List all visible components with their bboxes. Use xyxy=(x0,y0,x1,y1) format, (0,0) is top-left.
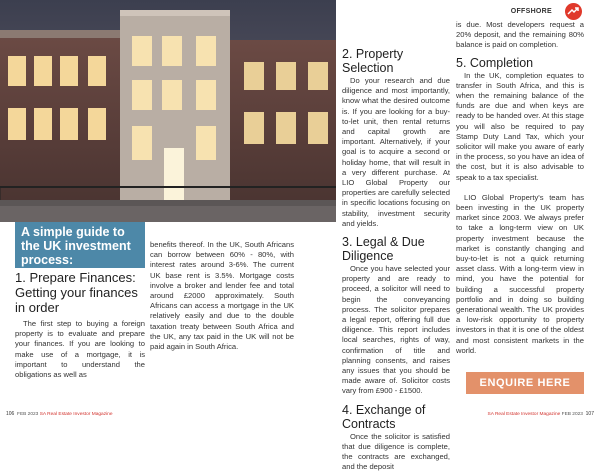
enquire-button[interactable]: ENQUIRE HERE xyxy=(466,372,584,394)
guide-title-box: A simple guide to the UK investment process: xyxy=(15,222,145,268)
right-issue: FEB 2023 xyxy=(561,412,583,417)
left-issue: FEB 2023 xyxy=(17,412,39,417)
left-magazine-name: SA Real Estate Investor Magazine xyxy=(39,412,113,417)
right-page-number: 107 xyxy=(585,411,594,417)
step1-heading: 1. Prepare Finances: Getting your finances in order xyxy=(15,270,138,315)
col2-paragraph: benefits thereof. In the UK, South Africans can borrow between 60% - 80%, with interest rates around 3-6%. The current UK base rent is 3.5%. Mortgage costs involve a broker and lender fee and total around £2000 approximately. South Africans can access a mortgage in the UK relatively easily and due to the double taxation treaty between South Africa and the UK, any tax paid in the UK will not be paid again in South Africa. xyxy=(150,240,294,352)
step5-heading: 5. Completion xyxy=(456,55,534,70)
step1-paragraph: The first step to buying a foreign property is to evaluate and prepare your finances. If you are looking to make use of a mortgage, it is important to understand the obligations as well as xyxy=(15,319,145,380)
building-photo xyxy=(0,0,336,222)
left-page-number: 106 xyxy=(6,411,15,417)
step4-paragraph: Once the solicitor is satisfied that due diligence is complete, the contracts are exchanged, and the deposit xyxy=(342,431,450,472)
step2-paragraph: Do your research and due diligence and most importantly, know what the desired outcome is. If you are looking for a buy-to-let unit, then rental returns and capital growth are important. Alternatively, if your goal is to acquire a second or holiday home, that will result in a very different purchase. At LIO Global Property our properties are carefully selected in specific locations focusing on stability, investment security and yields. xyxy=(342,76,450,228)
column-4 xyxy=(456,20,584,356)
column-2 xyxy=(150,240,294,352)
col4-paragraph: is due. Most developers request a 20% deposit, and the remaining 80% balance is paid on completion. xyxy=(456,20,584,50)
left-footer xyxy=(6,411,113,417)
step2-heading: 2. Property Selection xyxy=(342,47,404,75)
step3-paragraph: Once you have selected your property and are ready to proceed, a solicitor will need to begin the conveyancing process. The solicitor prepares a legal report, offering full due diligence. This report includes local searches, rights of way, confirmation of title and planning consents, and raises any issues that you should be made aware of. Solicitor costs vary from £900 - £1500. xyxy=(342,264,450,396)
step4-heading: 4. Exchange of Contracts xyxy=(342,402,426,431)
column-3 xyxy=(342,47,450,473)
right-footer xyxy=(488,411,595,417)
step5-paragraph: In the UK, completion equates to transfer in South Africa, and this is when the remaining balance of the funds are due and when keys are ready to be handed over. At this stage you will also be required to pay Stamp Duty Land Tax, which your solicitor will make you aware of early in the process, so you have an idea of the cost, but it is also advisable to speak to a tax specialist. xyxy=(456,70,584,182)
right-magazine-name: SA Real Estate Investor Magazine xyxy=(487,412,561,417)
section-label: OFFSHORE xyxy=(510,8,552,15)
step5-closing-paragraph: LIO Global Property's team has been investing in the UK property market since 2003. We always prefer to take a long-term view on UK property investment because the market is constantly changing and buy-to-let is not a quick returning asset class. With a long-term view in mind, you have the potential for building a successful property portfolio and in doing so building generational wealth. The UK provides a low-risk opportunity to property investors in that it is one of the oldest and most consistent markets in the world. xyxy=(456,192,584,355)
step3-heading: 3. Legal & Due Diligence xyxy=(342,235,425,264)
column-1 xyxy=(15,270,145,380)
trend-arrow-icon xyxy=(565,3,582,20)
